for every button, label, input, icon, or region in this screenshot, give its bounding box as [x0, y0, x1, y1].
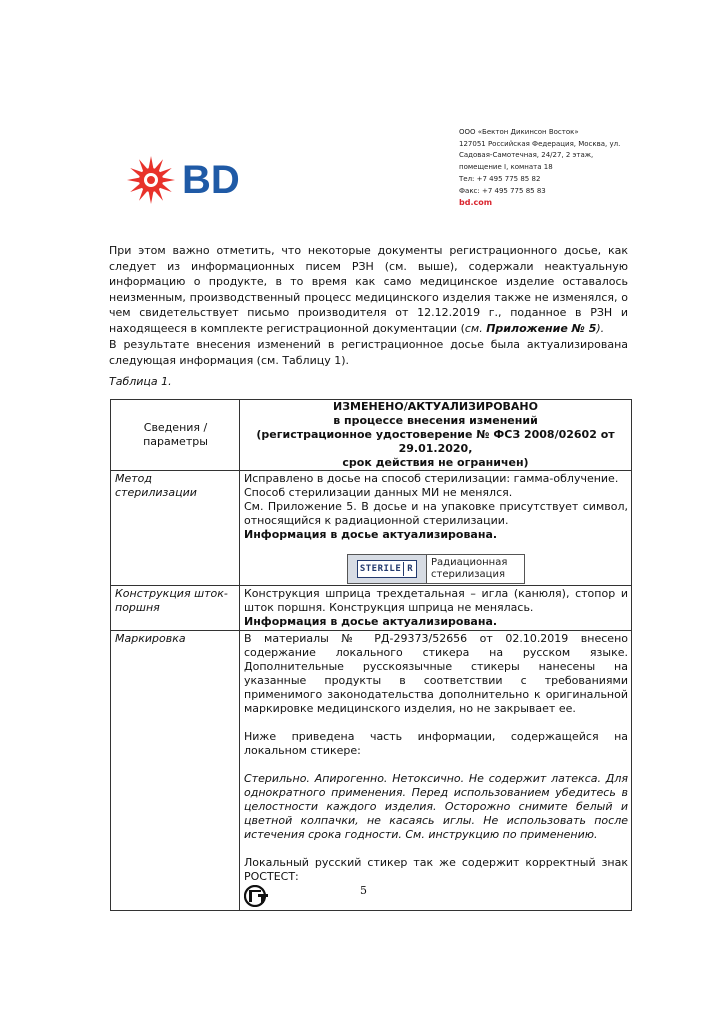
sticker-text: Стерильно. Апирогенно. Нетоксично. Не содержит латекса. Для однократного применения. Перед использованием убедитесь в целостности каждого изделия. Осторожно снимите белый и цветной колпачки, не касаясь иглы. Не использовать после истечения срока годности. См. инструкцию по применению. [244, 772, 628, 841]
table-row [111, 631, 632, 911]
header-line: срок действия не ограничен) [342, 456, 529, 469]
symbol-caption: Радиационная стерилизация [431, 557, 508, 580]
row-text: Способ стерилизации данных МИ не менялся. [244, 486, 513, 499]
header-line: в процессе внесения изменений [333, 414, 538, 427]
bd-starburst-icon [126, 155, 176, 205]
address-line: ООО «Бектон Дикинсон Восток» [459, 128, 579, 136]
page-number: 5 [360, 884, 367, 897]
address-line: помещение I, комната 18 [459, 163, 553, 172]
rostest-mark [244, 884, 628, 909]
table-row [111, 471, 632, 586]
rostest-icon [244, 885, 278, 907]
symbol-frame [347, 554, 525, 584]
table-row [111, 586, 632, 631]
row-content-marking [240, 631, 632, 911]
logo-text: BD [182, 158, 240, 202]
fax-line: Факс: +7 495 775 85 83 [459, 186, 546, 195]
address-line: Садовая-Самотечная, 24/27, 2 этаж, [459, 151, 594, 160]
row-text: Ниже приведена часть информации, содержащейся на локальном стикере: [244, 730, 628, 757]
row-content-sterilization [240, 471, 632, 586]
changes-table [110, 399, 632, 911]
address-line: 127051 Российская Федерация, Москва, ул. [459, 139, 621, 148]
company-address [459, 127, 620, 209]
sterilization-symbol [244, 554, 628, 584]
phone-line: Тел: +7 495 775 85 82 [459, 174, 541, 183]
row-text: В материалы № РД-29373/52656 от 02.10.2019 внесено содержание локального стикера на русском языке. Дополнительные русскоязычные стикеры нанесены на указанные продукты в соответствии с требованиями применимого законодательства дополнительно к оригинальной маркировке медицинского изделия, но не закрывает ее. [244, 632, 628, 715]
row-label-marking: Маркировка [111, 631, 240, 911]
website-link[interactable]: bd.com [459, 198, 493, 208]
header-line: (регистрационное удостоверение № ФСЗ 2008/02602 от [256, 428, 615, 441]
appendix-5-reference: Приложение № 5 [486, 321, 597, 335]
sterile-label: STERILE [359, 564, 402, 574]
row-text: Локальный русский стикер так же содержит корректный знак РОСТЕСТ: [244, 856, 628, 883]
paragraph-1-ref-prefix: см. [464, 321, 487, 335]
row-text: Конструкция шприца трехдетальная – игла (канюля), стопор и шток поршня. Конструкция шприца не менялась. [244, 587, 628, 614]
paragraph-1 [109, 243, 628, 336]
row-label-construction: Конструкция шток-поршня [111, 586, 240, 631]
paragraph-1-end: ). [596, 321, 605, 335]
paragraph-1-text: При этом важно отметить, что некоторые документы регистрационного досье, как следует из информационных писем РЗН (см. выше), содержали неактуальную информацию о продукте, в то время как само медицинское изделие оставалось неизменным, производственный процесс медицинского изделия также не изменялся, о чем свидетельствует письмо производителя от 12.12.2019 г., поданное в РЗН и находящееся в комплекте регистрационной документации ( [109, 244, 628, 335]
header-line: 29.01.2020, [398, 442, 473, 455]
row-bold-note: Информация в досье актуализирована. [244, 528, 498, 541]
header-changed [240, 400, 632, 471]
sterile-r-label: R [403, 562, 416, 576]
table-header-row [111, 400, 632, 471]
bd-logo [126, 154, 240, 206]
paragraph-2: В результате внесения изменений в регистрационное досье была актуализирована следующая информация (см. Таблицу 1). [109, 338, 628, 367]
row-text: См. Приложение 5. В досье и на упаковке присутствует символ, относящийся к радиационной стерилизации. [244, 500, 628, 527]
row-bold-note: Информация в досье актуализирована. [244, 615, 498, 628]
header-parameters: Сведения /параметры [111, 400, 240, 471]
sterile-r-icon [348, 555, 427, 583]
row-label-sterilization: Метод стерилизации [111, 471, 240, 586]
row-content-construction [240, 586, 632, 631]
header-line: ИЗМЕНЕНО/АКТУАЛИЗИРОВАНО [332, 400, 538, 413]
row-text: Исправлено в досье на способ стерилизации: гамма-облучение. [244, 472, 619, 485]
table-caption: Таблица 1. [109, 375, 172, 388]
